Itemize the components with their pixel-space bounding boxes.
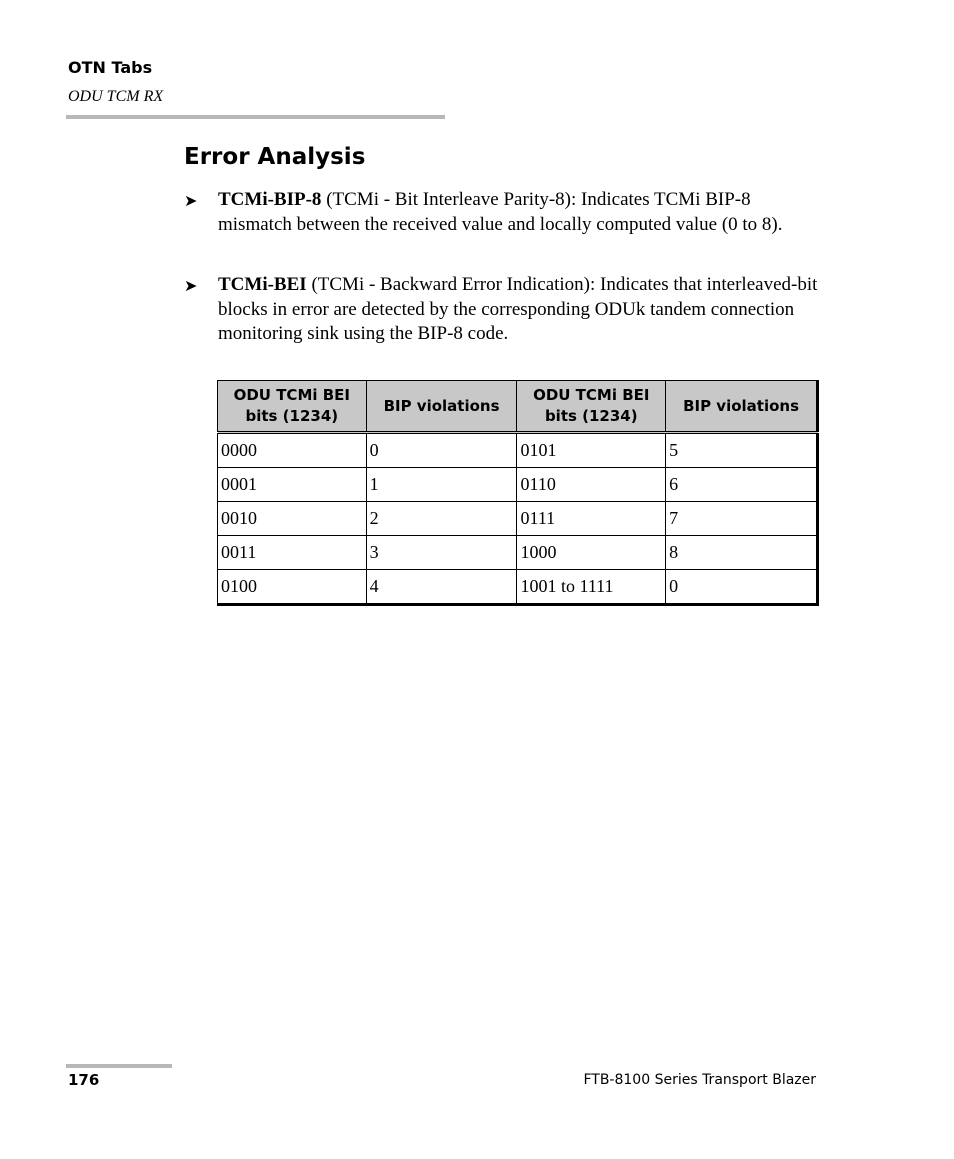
table-row (218, 502, 818, 536)
table-cell: 0100 (218, 570, 367, 605)
table-cell: 4 (366, 570, 517, 605)
table-row (218, 468, 818, 502)
page-number: 176 (68, 1071, 100, 1089)
running-header-chapter: OTN Tabs (68, 58, 153, 77)
table-header-cell: BIP violations (666, 381, 818, 433)
table-header-cell: BIP violations (366, 381, 517, 433)
table-cell: 0011 (218, 536, 367, 570)
table-cell: 0110 (517, 468, 666, 502)
table-row (218, 433, 818, 468)
bullet-description: (TCMi - Bit Interleave Parity-8): Indicates TCMi BIP-8 mismatch between the received value and locally computed value (0 to 8). (218, 189, 783, 235)
table-cell: 3 (366, 536, 517, 570)
table-cell: 0111 (517, 502, 666, 536)
bullet-description: (TCMi - Backward Error Indication): Indicates that interleaved-bit blocks in error are detected by the corresponding ODUk tandem connection monitoring sink using the BIP-8 code. (218, 274, 818, 344)
section-title: Error Analysis (184, 144, 366, 170)
footer-rule (66, 1064, 172, 1068)
table-cell: 1000 (517, 536, 666, 570)
table-cell: 1001 to 1111 (517, 570, 666, 605)
table-header-cell: ODU TCMi BEI bits (1234) (218, 381, 367, 433)
bullet-arrow-icon: ➤ (184, 191, 198, 210)
table-cell: 0000 (218, 433, 367, 468)
table-row (218, 536, 818, 570)
table-row (218, 570, 818, 605)
running-header-section: ODU TCM RX (68, 88, 164, 105)
footer-document-title: FTB-8100 Series Transport Blazer (583, 1072, 816, 1088)
table-cell: 0001 (218, 468, 367, 502)
table-cell: 0 (366, 433, 517, 468)
bullet-text (218, 273, 828, 347)
table-cell: 1 (366, 468, 517, 502)
table-cell: 2 (366, 502, 517, 536)
table-cell: 5 (666, 433, 818, 468)
bullet-term: TCMi-BIP-8 (218, 189, 322, 210)
table-cell: 0010 (218, 502, 367, 536)
bullet-arrow-icon: ➤ (184, 276, 198, 295)
bei-bip-table (217, 380, 819, 606)
bullet-text (218, 188, 828, 237)
header-rule (66, 115, 445, 119)
table-cell: 0 (666, 570, 818, 605)
table-cell: 7 (666, 502, 818, 536)
table-cell: 6 (666, 468, 818, 502)
table-header-row (218, 381, 818, 433)
table-cell: 8 (666, 536, 818, 570)
table-cell: 0101 (517, 433, 666, 468)
table-header-cell: ODU TCMi BEI bits (1234) (517, 381, 666, 433)
bullet-term: TCMi-BEI (218, 274, 307, 295)
